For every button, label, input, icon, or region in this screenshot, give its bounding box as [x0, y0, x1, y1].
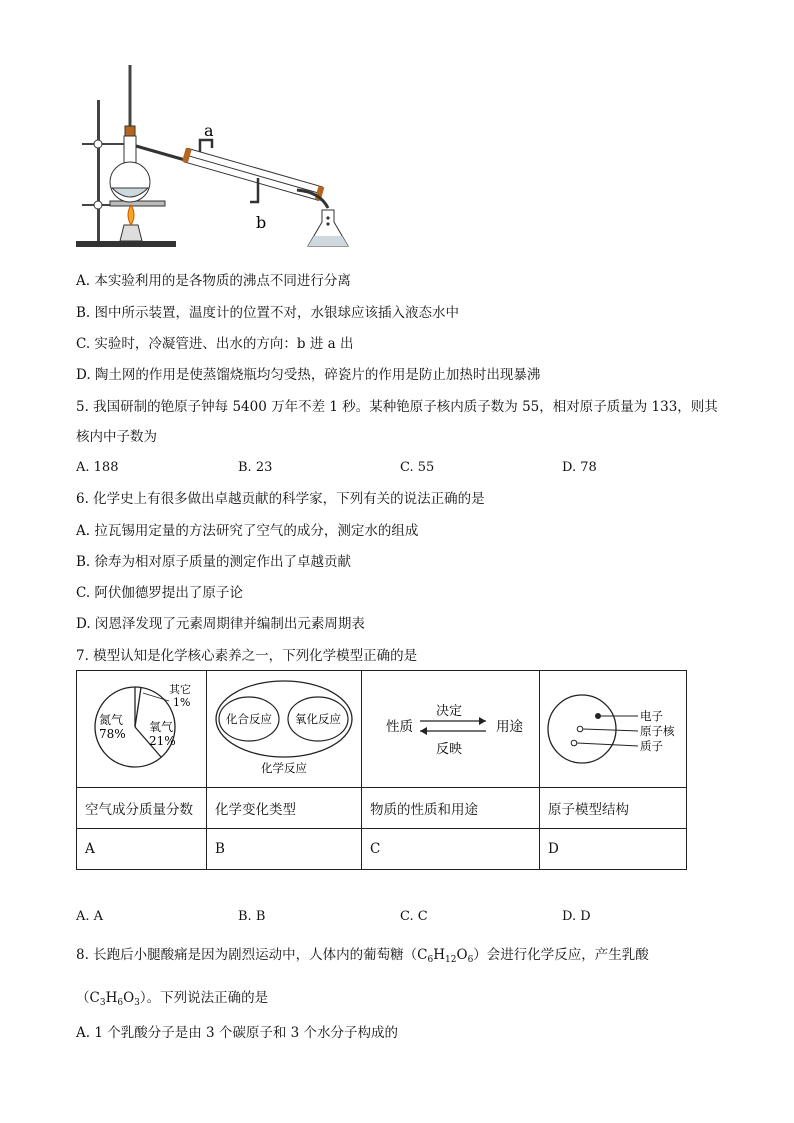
caption-d: 原子模型结构	[540, 788, 687, 829]
q5-option-b: B. 23	[238, 460, 273, 475]
letter-c: C	[362, 829, 540, 870]
q6-stem: 6. 化学史上有很多做出卓越贡献的科学家，下列有关的说法正确的是	[76, 491, 485, 507]
q7-option-a: A. A	[76, 909, 104, 924]
q5-stem-line2: 核内中子数为	[76, 429, 157, 445]
property-left-label: 性质	[386, 719, 413, 735]
property-model-cell	[362, 671, 540, 788]
letter-d: D	[540, 829, 687, 870]
q7-option-c: C. C	[400, 909, 428, 924]
pie-n2-label: 氮气	[99, 713, 124, 727]
stopper	[125, 126, 135, 136]
atom-electron-label: 电子	[640, 709, 663, 723]
q6-option-b: B. 徐寿为相对原子质量的测定作出了卓越贡献	[76, 554, 352, 570]
arrow-left-icon	[420, 727, 427, 735]
label-a: a	[204, 121, 214, 140]
pie-n2-value: 78%	[99, 727, 126, 741]
model-table	[76, 670, 687, 870]
q8-option-a: A. 1 个乳酸分子是由 3 个碳原子和 3 个水分子构成的	[76, 1025, 399, 1041]
atom-proton-label: 质子	[640, 739, 663, 753]
q7-option-d: D. D	[562, 909, 591, 924]
atom-model-cell	[540, 671, 687, 788]
caption-a: 空气成分质量分数	[77, 788, 207, 829]
venn-left-label: 化合反应	[226, 712, 272, 726]
venn-outer-label: 化学反应	[261, 761, 307, 775]
q8-stem-line2: $(C_3H_6O_3)$。下列说法正确的是	[76, 990, 269, 1008]
q4-option-d: D. 陶土网的作用是使蒸馏烧瓶均匀受热，碎瓷片的作用是防止加热时出现暴沸	[76, 367, 541, 383]
letter-a: A	[77, 829, 207, 870]
pie-o2-label: 氧气	[149, 720, 174, 734]
label-b: b	[256, 213, 267, 232]
q5-stem-line1: 5. 我国研制的铯原子钟每 5400 万年不差 1 秒。某种铯原子核内质子数为 55，相对原子质量为 133，则其	[76, 399, 718, 415]
q8-stem-suffix: ）会进行化学反应，产生乳酸	[473, 947, 649, 963]
q4-option-b: B. 图中所示装置，温度计的位置不对，水银球应该插入液态水中	[76, 305, 460, 321]
atom-nucleus-label: 原子核	[640, 724, 675, 738]
property-bottom-label: 反映	[435, 742, 463, 757]
q5-option-a: A. 188	[76, 460, 119, 475]
air-composition-pie	[77, 671, 207, 783]
q8-stem-line1	[76, 946, 649, 969]
property-top-label: 决定	[435, 704, 463, 719]
caption-c: 物质的性质和用途	[362, 788, 540, 829]
property-right-label: 用途	[496, 719, 523, 735]
q6-option-d: D. 闵恩泽发现了元素周期律并编制出元素周期表	[76, 616, 365, 632]
glucose-formula: $C_6H_{12}O_6$	[417, 947, 474, 965]
pie-model-cell	[77, 671, 207, 788]
arrow-right-icon	[479, 717, 486, 725]
q6-option-c: C. 阿伏伽德罗提出了原子论	[76, 585, 243, 601]
pie-other-value: 1%	[173, 696, 191, 709]
reaction-type-venn	[207, 671, 362, 783]
atom-structure-diagram	[540, 671, 687, 783]
venn-model-cell	[207, 671, 362, 788]
q4-option-a: A. 本实验利用的是各物质的沸点不同进行分离	[76, 273, 351, 289]
flame-icon	[128, 205, 134, 225]
q7-stem: 7. 模型认知是化学核心素养之一，下列化学模型正确的是	[76, 648, 418, 664]
alcohol-lamp	[120, 225, 142, 241]
stand-rod	[97, 100, 100, 241]
venn-right-label: 氧化反应	[295, 712, 341, 726]
q6-option-a: A. 拉瓦锡用定量的方法研究了空气的成分，测定水的组成	[76, 523, 419, 539]
q5-option-d: D. 78	[562, 460, 597, 475]
q8-line2-suffix: ）。下列说法正确的是	[139, 990, 269, 1006]
property-use-diagram	[362, 671, 540, 783]
q7-option-b: B. B	[238, 909, 266, 924]
caption-b: 化学变化类型	[207, 788, 362, 829]
letter-b: B	[207, 829, 362, 870]
lactic-acid-formula: $C_3H_6O_3$	[89, 990, 140, 1008]
condenser	[182, 148, 324, 201]
stand-base	[76, 241, 176, 247]
pie-other-label: 其它	[169, 683, 191, 696]
pie-o2-value: 21%	[149, 734, 176, 748]
ceramic-gauze	[110, 201, 165, 206]
q4-option-c: C. 实验时，冷凝管进、出水的方向：b 进 a 出	[76, 336, 354, 352]
distillation-apparatus-figure	[72, 60, 362, 260]
q8-stem-prefix: 8. 长跑后小腿酸痛是因为剧烈运动中，人体内的葡萄糖（	[76, 947, 418, 963]
q5-option-c: C. 55	[400, 460, 435, 475]
